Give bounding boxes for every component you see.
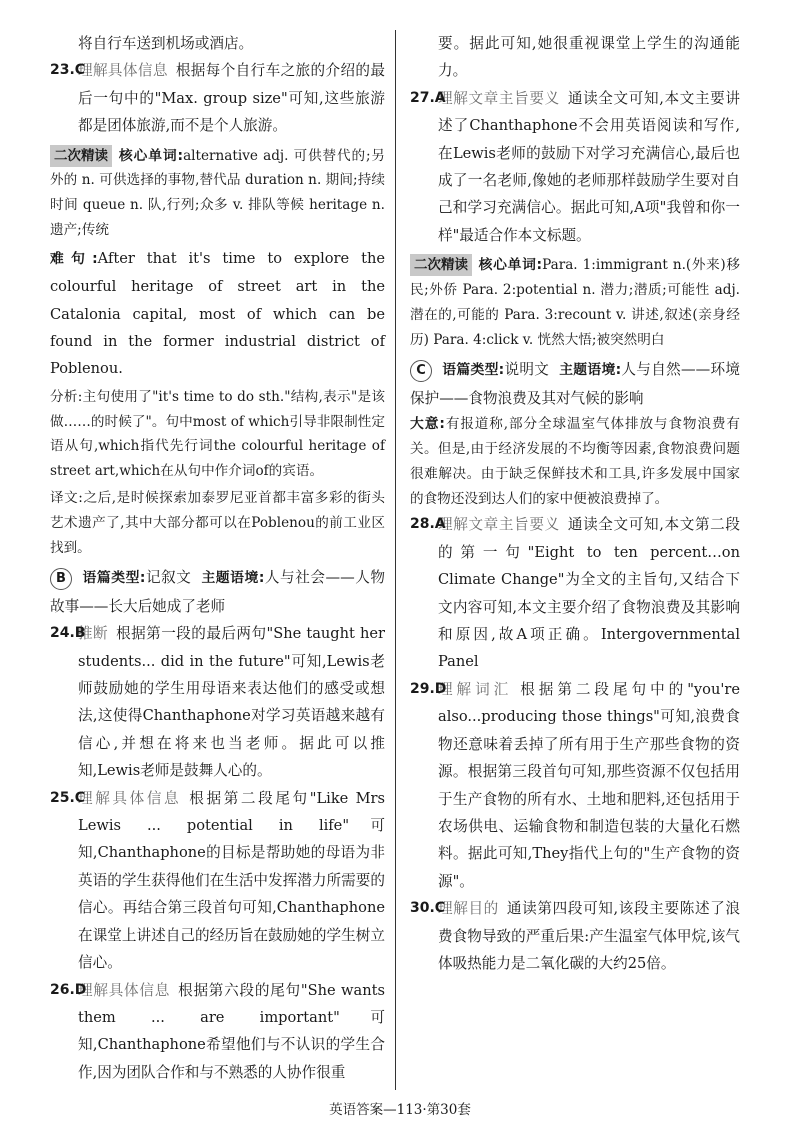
question-type: 理解具体信息 bbox=[78, 981, 171, 999]
topic-value: 人与自然——环境保护——食物浪费及其对气候的影响 bbox=[410, 361, 740, 407]
section-b-header bbox=[50, 564, 385, 620]
answer-25 bbox=[50, 785, 385, 977]
reading2-right bbox=[410, 253, 740, 352]
page-footer: 英语答案—113·第30套 bbox=[329, 1102, 471, 1118]
analysis-text: 分析:主句使用了"it's time to do sth."结构,表示"是该做……的时候了"。句中most of which引导非限制性定语从句,which指代先行词the colourful heritage of street art,which在从句中作介词of的宾语。 bbox=[50, 388, 385, 480]
explanation: 根据第六段的尾句"She wants them ... are important"可知,Chanthaphone希望他们与不认识的学生合作,因为团队合作和与不熟悉的人协作很重 bbox=[78, 981, 385, 1081]
answer-number: 23.C bbox=[50, 62, 86, 79]
answer-number: 29.D bbox=[410, 680, 447, 697]
summary-text: 有报道称,部分全球温室气体排放与食物浪费有关。但是,由于经济发展的不均衡等因素,食物浪费问题很难解决。由于缺乏保鲜技术和工具,许多发展中国家的食物还没到达人们的家中便被浪费掉了。 bbox=[410, 416, 740, 507]
vocab-label: 核心单词: bbox=[478, 257, 543, 274]
question-type: 理解目的 bbox=[438, 900, 499, 918]
translation-text: 译文:之后,是时候探索加泰罗尼亚首都丰富多彩的街头艺术遗产了,其中大部分都可以在Poblenou的前工业区找到。 bbox=[50, 490, 385, 556]
left-column bbox=[50, 30, 385, 1086]
summary bbox=[410, 412, 740, 511]
question-type: 理解文章主旨要义 bbox=[438, 516, 560, 534]
answer-number: 24.B bbox=[50, 625, 86, 642]
question-type: 推断 bbox=[78, 625, 109, 643]
explanation: 通读全文可知,本文主要讲述了Chanthaphone不会用英语阅读和写作,在Lewis老师的鼓励下对学习充满信心,最后也成了一名老师,像她的老师那样鼓励学生要对自己和学习充满信心。据此可知,A项"我曾和你一样"最适合作本文标题。 bbox=[438, 89, 740, 244]
explanation: 根据第二段尾句"Like Mrs Lewis ... potential in life"可知,Chanthaphone的目标是帮助她的母语为非英语的学生获得他们在生活中发挥潜力所需要的信心。再结合第三段首句可知,Chanthaphone在课堂上讲述自己的经历旨在鼓励她的学生树立信心。 bbox=[78, 789, 385, 972]
explanation: 根据每个自行车之旅的介绍的最后一句中的"Max. group size"可知,这些旅游都是团体旅游,而不是个人旅游。 bbox=[78, 62, 385, 135]
reading2-left bbox=[50, 144, 385, 561]
question-type: 理解具体信息 bbox=[78, 789, 182, 807]
answer-number: 27.A bbox=[410, 89, 446, 106]
answer-number: 28.A bbox=[410, 516, 446, 533]
question-type: 理解文章主旨要义 bbox=[438, 89, 560, 107]
right-column bbox=[410, 30, 740, 977]
explanation: 通读全文可知,本文第二段的第一句"Eight to ten percent…on Climate Change"为全文的主旨句,又结合下文内容可知,本文主要介绍了食物浪费及其影响和原因,故A项正确。Intergovernmental Panel bbox=[438, 516, 740, 671]
summary-label: 大意: bbox=[410, 416, 445, 433]
answer-number: 25.C bbox=[50, 789, 86, 806]
answer-28 bbox=[410, 511, 740, 675]
section-c-letter: C bbox=[410, 360, 432, 382]
question-type: 理解词汇 bbox=[438, 680, 513, 698]
answer-29 bbox=[410, 676, 740, 895]
reading2-badge: 二次精读 bbox=[50, 145, 112, 167]
continuation-line: 将自行车送到机场或酒店。 bbox=[78, 35, 254, 52]
topic-label: 主题语境: bbox=[559, 362, 622, 379]
answer-24 bbox=[50, 620, 385, 784]
hard-sentence-label: 难句: bbox=[50, 250, 98, 267]
explanation: 通读第四段可知,该段主要陈述了浪费食物导致的严重后果:产生温室气体甲烷,该气体吸热能力是二氧化碳的大约25倍。 bbox=[438, 900, 740, 972]
section-b-letter: B bbox=[50, 568, 72, 590]
question-type: 理解具体信息 bbox=[78, 62, 168, 80]
vocab-text: alternative adj. 可供替代的;另外的 n. 可供选择的事物,替代品 duration n. 期间;持续时间 queue n. 队,行列;众多 v. 排队等候 heritage n. 遗产;传统 bbox=[50, 147, 385, 239]
answer-27 bbox=[410, 85, 740, 249]
genre-label: 语篇类型: bbox=[82, 570, 146, 587]
answer-number: 30.C bbox=[410, 900, 446, 917]
topic-label: 主题语境: bbox=[201, 570, 265, 587]
hard-sentence-text: After that it's time to explore the colourful heritage of street art in the Catalonia capital, most of which can be found in the former industrial district of Poblenou. bbox=[50, 249, 385, 378]
genre-value: 记叙文 bbox=[145, 569, 192, 587]
answer-number: 26.D bbox=[50, 981, 87, 998]
continuation-line: 要。据此可知,她很重视课堂上学生的沟通能力。 bbox=[438, 35, 740, 80]
vocab-text: Para. 1:immigrant n.(外来)移民;外侨 Para. 2:potential n. 潜力;潜质;可能性 adj. 潜在的,可能的 Para. 3:recount v. 讲述,叙述(亲身经历) Para. 4:click v. 恍然大悟;被突然明白 bbox=[410, 257, 740, 348]
answer-30 bbox=[410, 895, 740, 977]
reading2-badge: 二次精读 bbox=[410, 254, 472, 276]
vocab-label: 核心单词: bbox=[118, 147, 184, 164]
column-divider bbox=[395, 30, 396, 1090]
genre-label: 语篇类型: bbox=[442, 362, 505, 379]
explanation: 根据第二段尾句中的"you're also...producing those things"可知,浪费食物还意味着丢掉了所有用于生产那些食物的资源。根据第三段首句可知,那些资源不仅包括用于生产食物的所有水、土地和肥料,还包括用于农场供电、运输食物和制造包装的大量化石燃料。据此可知,They指代上句的"生产食物的资源"。 bbox=[438, 680, 740, 890]
explanation: 根据第一段的最后两句"She taught her students... did in the future"可知,Lewis老师鼓励她的学生用母语来表达他们的感受或想法,这使得Chanthaphone对学习英语越来越有信心,并想在将来也当老师。据此可以推知,Lewis老师是鼓舞人心的。 bbox=[78, 625, 385, 780]
answer-23 bbox=[50, 57, 385, 139]
answer-26 bbox=[50, 977, 385, 1087]
topic-value: 人与社会——人物故事——长大后她成了老师 bbox=[50, 569, 385, 615]
section-c-header bbox=[410, 356, 740, 412]
genre-value: 说明文 bbox=[504, 361, 550, 379]
